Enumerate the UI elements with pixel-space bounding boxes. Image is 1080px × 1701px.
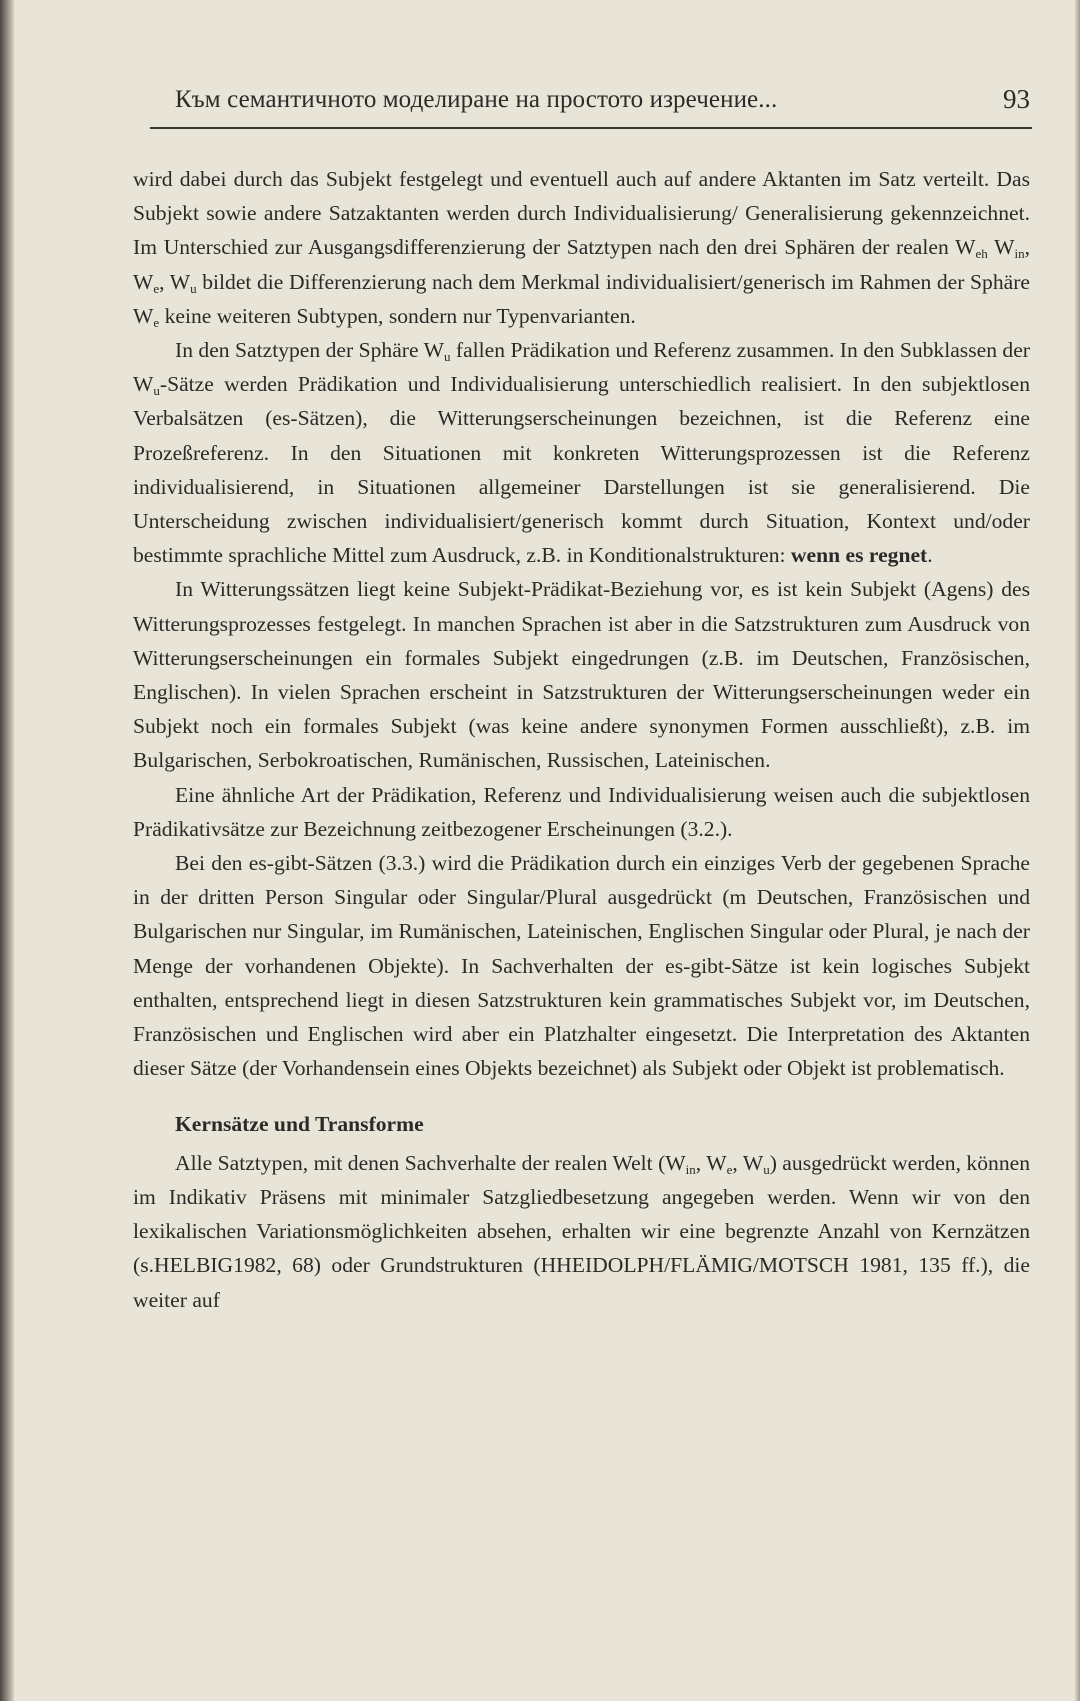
text-run: keine weiteren Subtypen, sondern nur Typenvarianten. (159, 303, 636, 328)
body-text (133, 162, 1030, 1317)
book-spine-shadow (0, 0, 14, 1701)
paragraph-4: Eine ähnliche Art der Prädikation, Referenz und Individualisierung weisen auch die subjektlosen Prädikativsätze zur Bezeichnung zeitbezogener Erscheinungen (3.2.). (133, 782, 1030, 841)
text-run: , W (695, 1150, 727, 1175)
text-run: W (987, 235, 1015, 260)
running-header (175, 82, 1030, 122)
page-edge-shadow (1074, 0, 1080, 1701)
paragraph-6 (133, 1146, 1030, 1317)
bold-example: wenn es regnet (790, 543, 928, 568)
subscript: u (153, 383, 160, 399)
text-run: -Sätze werden Prädikation und Individualisierung unterschiedlich realisiert. In den subjektlosen Verbalsätzen (es-Sätzen), die Witterungserscheinungen bezeichnen, ist die Referenz eine Prozeßreferenz. In den Situationen mit konkreten Witterungsprozessen ist die Referenz individualisierend, in Situationen allgemeiner Darstellungen ist sie generalisierend. Die Unterscheidung zwischen individualisiert/generisch kommt durch Situation, Kontext und/oder bestimmte sprachliche Mittel zum Ausdruck, z.B. in Konditionalstrukturen: (133, 372, 1030, 568)
paragraph-1 (133, 162, 1030, 333)
text-run: In den Satztypen der Sphäre W (175, 338, 444, 363)
subscript: u (443, 349, 451, 365)
subscript: u (763, 1161, 770, 1177)
text-run: , W (732, 1150, 764, 1175)
text-run: wird dabei durch das Subjekt festgelegt und eventuell auch auf andere Aktanten im Satz verteilt. Das Subjekt sowie andere Satzaktanten werden durch Individualisierung/ Generalisierung gekennzeichnet. Im Unterschied zur Ausgangsdifferenzierung der Satztypen nach den drei Sphären der realen W (133, 167, 1030, 260)
section-heading: Kernsätze und Transforme (175, 1112, 424, 1137)
subscript: e (153, 314, 160, 330)
text-run: Alle Satztypen, mit denen Sachverhalte der realen Welt (W (175, 1150, 686, 1175)
text-run: ) ausgedrückt werden, können im Indikativ Präsens mit minimaler Satzgliedbesetzung angegeben werden. Wenn wir von den lexikalischen Variationsmöglichkeiten absehen, erhalten wir eine begrenzte Anzahl von Kernzätzen (s.HELBIG1982, 68) oder Grundstrukturen (HHEIDOLPH/FLÄMIG/MOTSCH 1981, 135 ff.), die weiter auf (133, 1150, 1030, 1312)
paragraph-3: In Witterungssätzen liegt keine Subjekt-Prädikat-Beziehung vor, es ist kein Subjekt (Agens) des Witterungsprozesses festgelegt. In manchen Sprachen ist aber in die Satzstrukturen zum Ausdruck von Witterungserscheinungen ein formales Subjekt eingedrungen (z.B. im Deutschen, Französischen, Englischen). In vielen Sprachen erscheint in Satzstrukturen der Witterungserscheinungen weder ein Subjekt noch ein formales Subjekt (was keine andere synonymen Formen ausschließt), z.B. im Bulgarischen, Serbokroatischen, Rumänischen, Russischen, Lateinischen. (133, 577, 1030, 773)
subscript: u (190, 280, 197, 296)
subscript: in (685, 1161, 696, 1177)
page-number: 93 (1003, 84, 1030, 114)
text-run: , W (159, 269, 191, 294)
subscript: eh (975, 246, 988, 262)
running-header-title: Към семантичното моделиране на простото изречение... (175, 86, 778, 113)
text-run: , W (133, 235, 1030, 294)
text-run: bildet die Differenzierung nach dem Merkmal individualisiert/generisch im Rahmen der Sphäre W (133, 269, 1031, 328)
paragraph-5: Bei den es-gibt-Sätzen (3.3.) wird die Prädikation durch ein einziges Verb der gegebenen Sprache in der dritten Person Singular oder Singular/Plural ausgedrückt (m Deutschen, Französischen und Bulgarischen nur Singular, im Rumänischen, Lateinischen, Englischen Singular oder Plural, je nach der Menge der vorhandenen Objekte). In Sachverhalten der es-gibt-Sätze ist kein logisches Subjekt enthalten, entsprechend liegt in diesen Satzstrukturen kein grammatisches Subjekt vor, im Deutschen, Französischen und Englischen wird aber ein Platzhalter eingesetzt. Die Interpretation des Aktanten dieser Sätze (der Vorhandensein eines Objekts bezeichnet) als Subjekt oder Objekt ist problematisch. (133, 851, 1030, 1081)
text-run: fallen Prädikation und Referenz zusammen. In den Subklassen der W (133, 338, 1030, 397)
subscript: e (726, 1161, 733, 1177)
subscript: in (1014, 246, 1025, 262)
text-run: . (927, 543, 933, 568)
header-rule (150, 127, 1032, 129)
paragraph-2 (133, 333, 1030, 572)
subscript: e (153, 280, 160, 296)
